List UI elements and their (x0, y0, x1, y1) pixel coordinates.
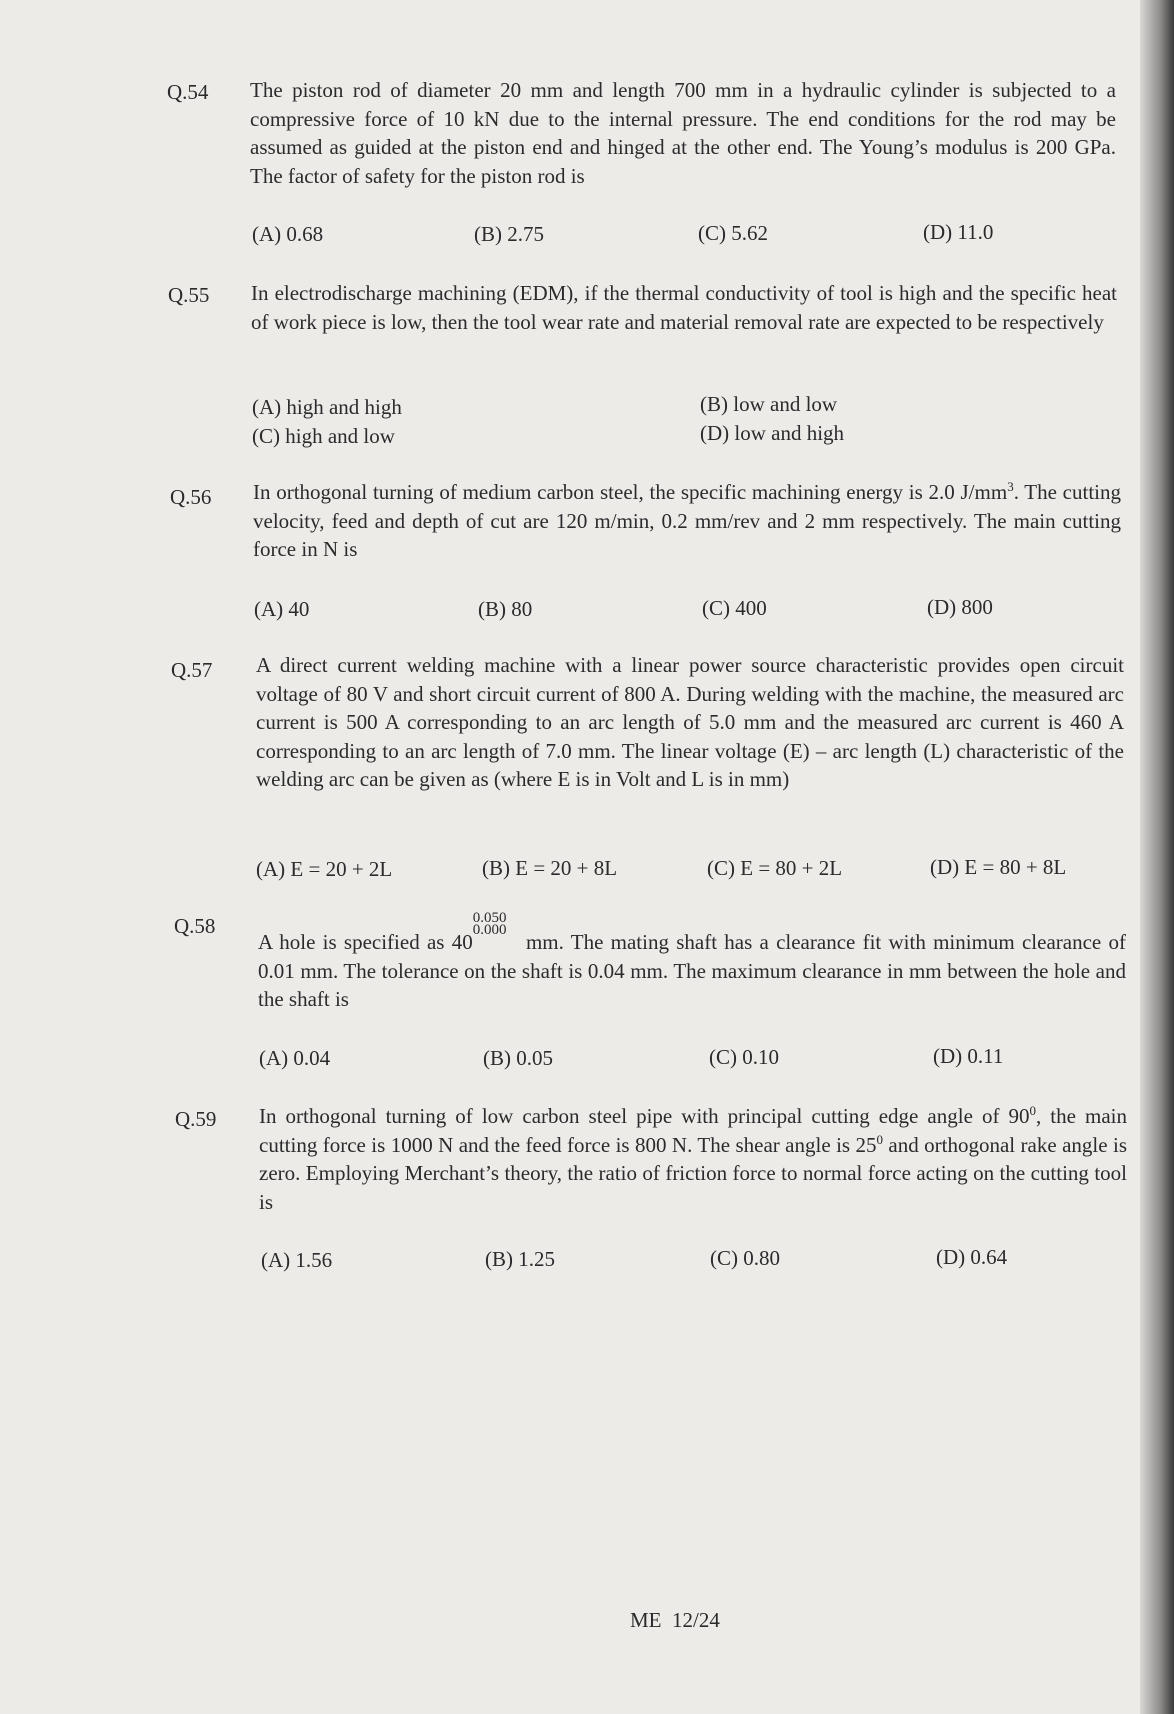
option-c[interactable]: (C) 5.62 (698, 221, 768, 245)
question-number: Q.57 (171, 658, 213, 682)
option-c[interactable]: (C) high and low (252, 424, 395, 448)
question-stem: In electrodischarge machining (EDM), if the thermal conductivity of tool is high and the specific heat of work piece is low, then the tool wear rate and material removal rate are expected to be respectively (251, 281, 1117, 334)
option-a[interactable]: (A) 1.56 (261, 1248, 333, 1272)
option-c[interactable]: (C) E = 80 + 2L (707, 856, 843, 880)
option-d[interactable]: (D) 0.11 (933, 1044, 1004, 1068)
hole-tolerance: 0.050 0.000 (472, 910, 507, 938)
option-b[interactable]: (B) low and low (700, 392, 838, 416)
option-d[interactable]: (D) low and high (700, 421, 845, 445)
page-edge-shadow (1140, 0, 1174, 1714)
page-footer (630, 1608, 720, 1633)
option-b[interactable]: (B) 0.05 (483, 1046, 553, 1070)
question-stem: In orthogonal turning of low carbon steel pipe with principal cutting edge angle of $90^0$, the main cutting force is 1000 N and the feed force is 800 N. The shear angle is $25^0$ and orthogonal rake angle is zero. Employing Merchant’s theory, the ratio of friction force to normal force acting on the cutting tool is (259, 1103, 1127, 1214)
option-d[interactable]: (D) E = 80 + 8L (930, 855, 1067, 879)
question-number: Q.55 (168, 283, 210, 307)
option-d[interactable]: (D) 11.0 (923, 220, 994, 244)
option-b[interactable]: (B) E = 20 + 8L (482, 856, 618, 880)
question-stem: The piston rod of diameter 20 mm and length 700 mm in a hydraulic cylinder is subjected to a compressive force of 10 kN due to the internal pressure. The end conditions for the rod may be assumed as guided at the piston end and hinged at the other end. The Young’s modulus is 200 GPa. The factor of safety for the piston rod is (250, 78, 1116, 188)
option-a[interactable]: (A) 40 (254, 597, 310, 621)
paper-code: ME (630, 1608, 662, 1632)
option-a[interactable]: (A) 0.68 (252, 222, 324, 246)
question-stem: A hole is specified as 40 0.050 0.000 mm. The mating shaft has a clearance fit with minimum clearance of 0.01 mm. The tolerance on the shaft is 0.04 mm. The maximum clearance in mm between the hole and the shaft is (258, 910, 1126, 1011)
option-a[interactable]: (A) high and high (252, 395, 402, 419)
option-d[interactable]: (D) 800 (927, 595, 993, 619)
question-number: Q.58 (174, 914, 216, 938)
question-number: Q.54 (167, 80, 209, 104)
question-number: Q.59 (175, 1107, 217, 1131)
option-b[interactable]: (B) 1.25 (485, 1247, 555, 1271)
option-c[interactable]: (C) 0.10 (709, 1045, 779, 1069)
option-a[interactable]: (A) 0.04 (259, 1046, 331, 1070)
option-c[interactable]: (C) 400 (702, 596, 767, 620)
question-number: Q.56 (170, 485, 212, 509)
option-b[interactable]: (B) 2.75 (474, 222, 544, 246)
question-stem: In orthogonal turning of medium carbon steel, the specific machining energy is 2.0 $J/mm^3$. The cutting velocity, feed and depth of cut are 120 m/min, 0.2 mm/rev and 2 mm respectively. The main cutting force in N is (253, 479, 1122, 561)
option-c[interactable]: (C) 0.80 (710, 1246, 780, 1270)
option-b[interactable]: (B) 80 (478, 597, 533, 621)
option-d[interactable]: (D) 0.64 (936, 1245, 1008, 1269)
question-stem: A direct current welding machine with a linear power source characteristic provides open circuit voltage of 80 V and short circuit current of 800 A. During welding with the machine, the measured arc current is 500 A corresponding to an arc length of 5.0 mm and the measured arc current is 460 A corresponding to an arc length of 7.0 mm. The linear voltage (E) – arc length (L) characteristic of the welding arc can be given as (where E is in Volt and L is in mm) (256, 653, 1124, 791)
option-a[interactable]: (A) E = 20 + 2L (256, 857, 393, 881)
page-number: 12/24 (672, 1608, 720, 1632)
